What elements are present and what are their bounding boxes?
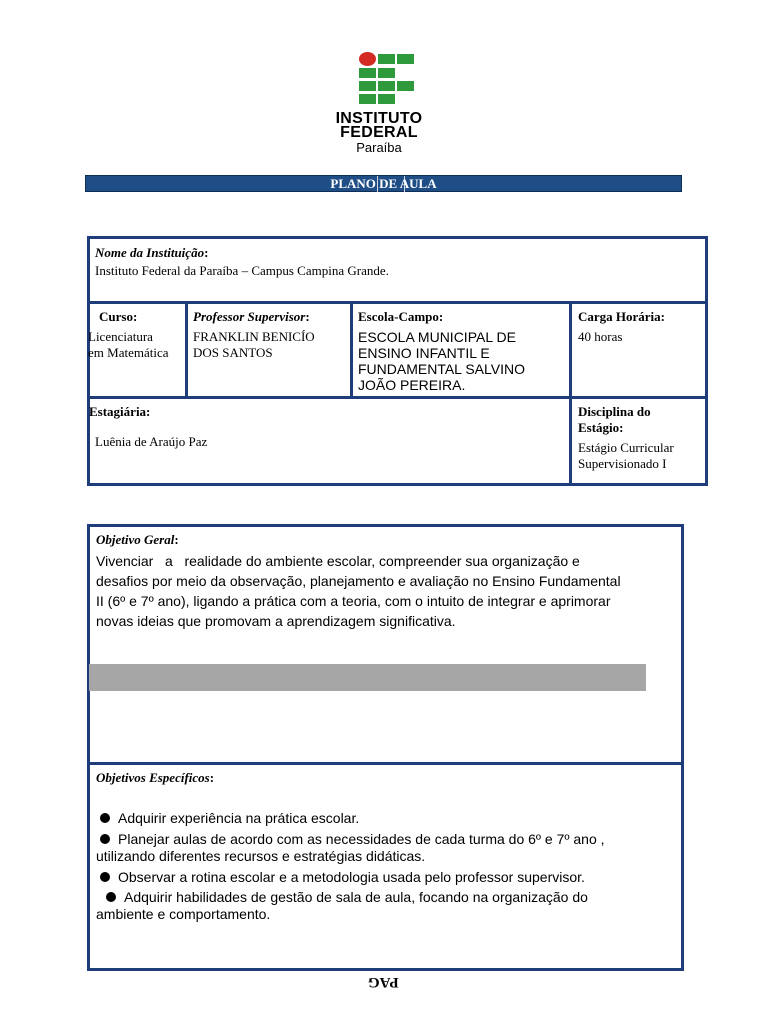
- objectives-divider: [87, 762, 684, 765]
- professor-value-line1: FRANKLIN BENICÍO: [193, 329, 315, 344]
- objetivo-geral-line: Vivenciar a realidade do ambiente escolar, compreender sua organização e: [96, 553, 580, 569]
- disciplina-label-line1: Disciplina do: [578, 404, 651, 419]
- list-item-text: Observar a rotina escolar e a metodologia usada pelo professor supervisor.: [118, 869, 585, 885]
- logo-square: [378, 68, 395, 78]
- objetivo-geral-label: Objetivo Geral: [96, 532, 175, 547]
- list-item-text: Adquirir experiência na prática escolar.: [118, 810, 360, 826]
- list-item-text: ambiente e comportamento.: [96, 906, 271, 922]
- logo-square: [359, 94, 376, 104]
- institute-logo: [320, 52, 450, 160]
- cell-instituicao: Nome da Instituição: Instituto Federal da Paraíba – Campus Campina Grande.: [95, 245, 695, 279]
- list-item: [96, 810, 678, 827]
- table-divider: [87, 396, 708, 399]
- escola-value-line2: ENSINO INFANTIL E: [358, 345, 490, 361]
- disciplina-label-line2: Estágio:: [578, 420, 624, 435]
- bullet-icon: [100, 813, 110, 823]
- logo-square: [359, 68, 376, 78]
- disciplina-value-line1: Estágio Curricular: [578, 440, 674, 455]
- cell-estagiaria: [89, 404, 564, 450]
- logo-square: [397, 81, 414, 91]
- curso-value-line2: em Matemática: [88, 345, 169, 360]
- page-footer-label: PAG: [368, 974, 399, 990]
- objetivo-geral-line: desafios por meio da observação, planejamento e avaliação no Ensino Fundamental: [96, 573, 621, 589]
- escola-label: Escola-Campo:: [358, 309, 444, 324]
- logo-square: [378, 81, 395, 91]
- logo-text-federal: FEDERAL: [340, 124, 418, 141]
- bullet-icon: [106, 892, 116, 902]
- cell-curso: [88, 309, 186, 361]
- disciplina-value-line2: Supervisionado I: [578, 456, 667, 471]
- objetivo-geral-line: II (6º e 7º ano), ligando a prática com a teoria, com o intuito de integrar e aprimorar: [96, 593, 611, 609]
- list-item: [96, 831, 678, 865]
- list-item-text: Planejar aulas de acordo com as necessidades de cada turma do 6º e 7º ano ,: [118, 831, 605, 847]
- list-item: [96, 869, 678, 886]
- table-divider: [87, 301, 708, 304]
- logo-text-instituto: INSTITUTO: [335, 110, 423, 127]
- objetivos-especificos-label: Objetivos Específicos: [96, 770, 210, 785]
- objetivo-geral-line: novas ideias que promovam a aprendizagem significativa.: [96, 613, 456, 629]
- plano-de-aula-title-bar: [85, 175, 682, 192]
- bullet-icon: [100, 834, 110, 844]
- gray-bar: [89, 664, 646, 691]
- instituicao-label: Nome da Instituição: [95, 245, 205, 260]
- escola-value-line3: FUNDAMENTAL SALVINO: [358, 361, 525, 377]
- professor-value-line2: DOS SANTOS: [193, 345, 273, 360]
- cell-escola: [358, 309, 568, 393]
- cell-professor: Professor Supervisor: FRANKLIN BENICÍO DOS SANTOS: [193, 309, 348, 361]
- logo-square: [378, 54, 395, 64]
- curso-value-line1: Licenciatura: [88, 329, 153, 344]
- objetivo-geral-text: [96, 551, 680, 631]
- objetivos-especificos-section: Objetivos Específicos:: [96, 770, 215, 785]
- logo-square: [397, 54, 414, 64]
- cell-carga: [578, 309, 703, 345]
- table-divider: [350, 301, 353, 399]
- logo-square: [359, 81, 376, 91]
- table-divider: [569, 301, 572, 486]
- escola-value-line1: ESCOLA MUNICIPAL DE: [358, 329, 516, 345]
- instituicao-value: Instituto Federal da Paraíba – Campus Campina Grande.: [95, 263, 389, 278]
- logo-square: [378, 94, 395, 104]
- bullet-icon: [100, 872, 110, 882]
- list-item-text: utilizando diferentes recursos e estratégias didáticas.: [96, 848, 426, 864]
- estagiaria-value: Luênia de Araújo Paz: [95, 434, 208, 449]
- logo-text-paraiba: Paraíba: [356, 140, 402, 155]
- objetivo-geral-section: Objetivo Geral: Vivenciar a realidade do ambiente escolar, compreender sua organização e desafios por meio da observação, planejamento e avaliação no Ensino Fundamental II (6º e 7º ano), ligando a prática com a teoria, com o intuito de integrar e aprimorar novas ideias que promovam a aprendizagem significativa.: [96, 532, 680, 631]
- professor-label: Professor Supervisor: [193, 309, 306, 324]
- cell-disciplina: [578, 404, 703, 472]
- carga-value: 40 horas: [578, 329, 623, 344]
- list-item-text: Adquirir habilidades de gestão de sala de aula, focando na organização do: [124, 889, 588, 905]
- carga-label: Carga Horária:: [578, 309, 666, 324]
- escola-value-line4: JOÃO PEREIRA.: [358, 377, 466, 393]
- curso-label: Curso:: [99, 309, 138, 324]
- page-title: PLANO DE AULA: [330, 176, 437, 191]
- logo-red-dot: [359, 52, 376, 66]
- list-item: [96, 889, 678, 923]
- estagiaria-label: Estagiária:: [89, 404, 151, 419]
